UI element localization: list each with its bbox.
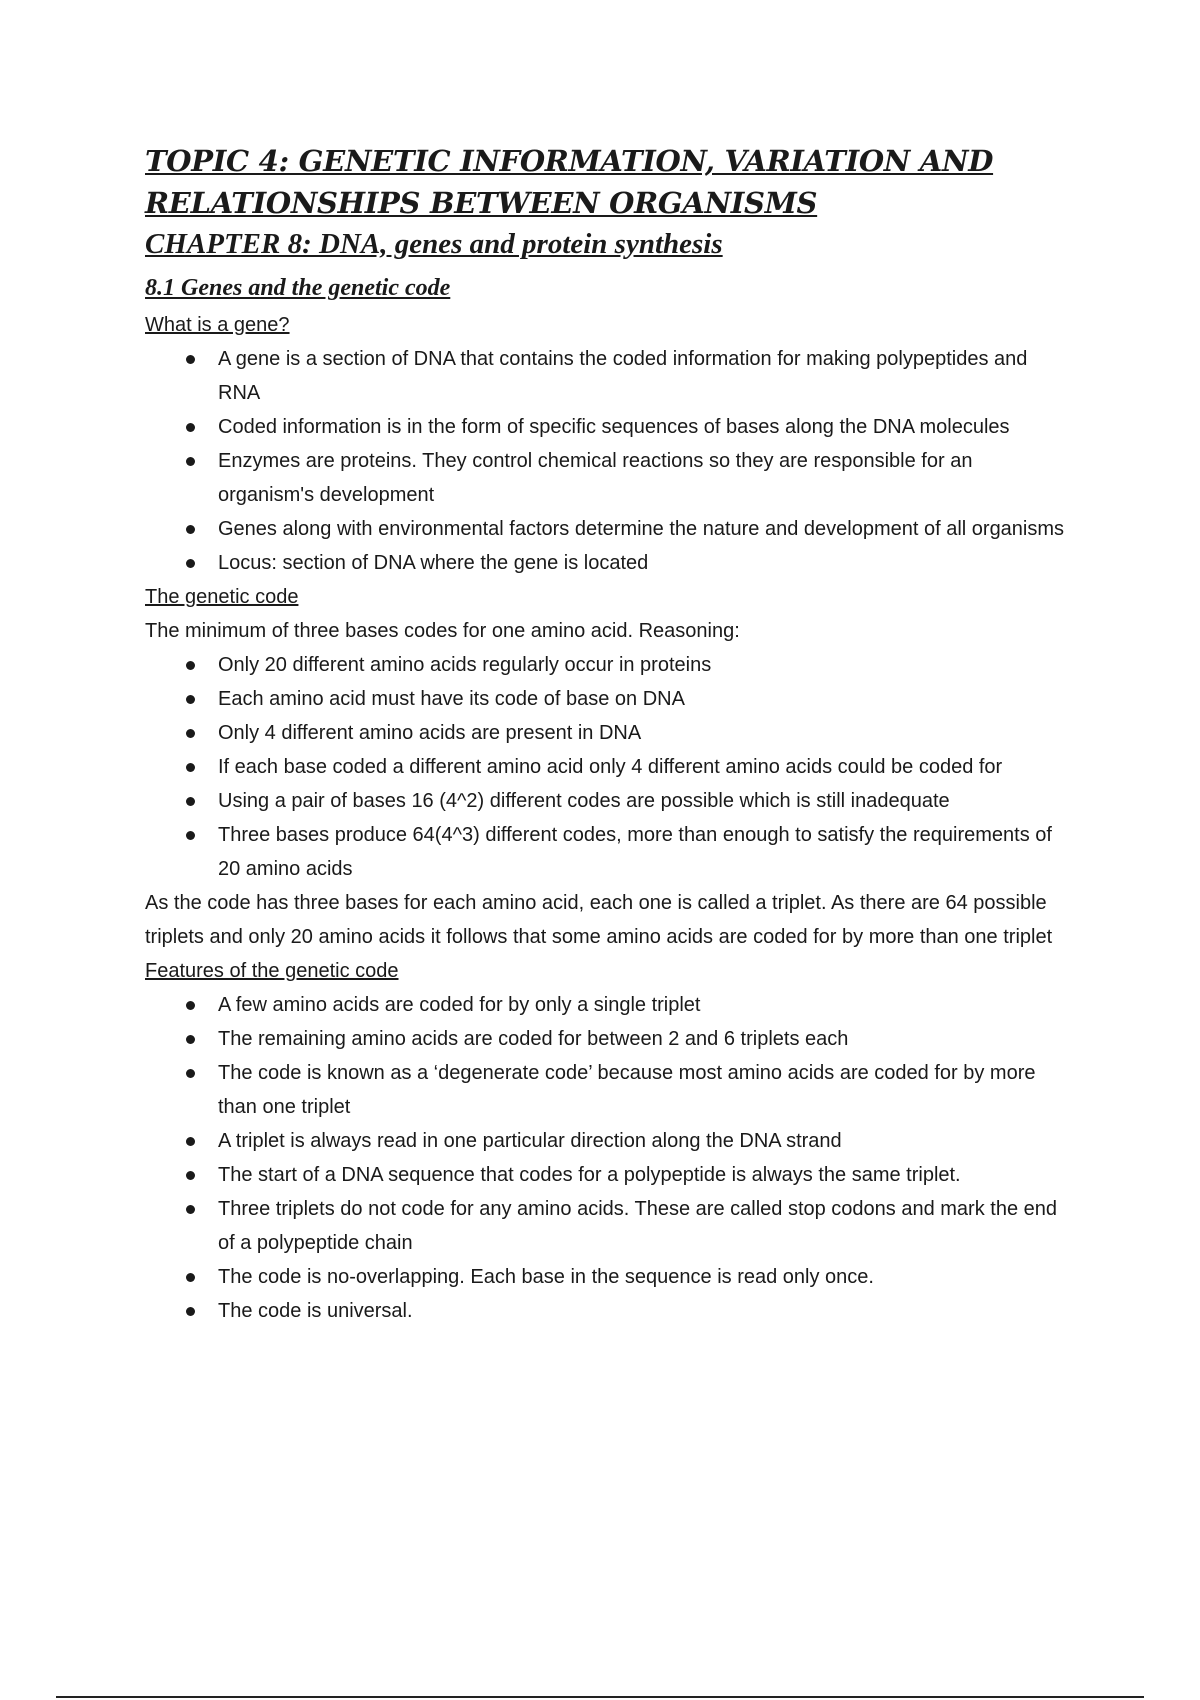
genetic-code-conclusion: As the code has three bases for each amino acid, each one is called a triplet. As there are 64 possible triplets and only 20 amino acids it follows that some amino acids are coded for by more than one triplet — [145, 892, 1053, 948]
topic-title: TOPIC 4: GENETIC INFORMATION, VARIATION AND RELATIONSHIPS BETWEEN ORGANISMS — [145, 144, 994, 220]
list-item: A triplet is always read in one particular direction along the DNA strand — [145, 1124, 1065, 1158]
features-list — [145, 988, 1065, 1328]
list-item: The remaining amino acids are coded for between 2 and 6 triplets each — [145, 1022, 1065, 1056]
what-is-gene-heading: What is a gene? — [145, 314, 290, 336]
what-is-gene-list — [145, 342, 1065, 580]
list-item: Using a pair of bases 16 (4^2) different codes are possible which is still inadequate — [145, 784, 1065, 818]
list-item: Only 20 different amino acids regularly occur in proteins — [145, 648, 1065, 682]
list-item: Each amino acid must have its code of base on DNA — [145, 682, 1065, 716]
document-page — [145, 140, 1065, 1328]
list-item: The code is no-overlapping. Each base in the sequence is read only once. — [145, 1260, 1065, 1294]
genetic-code-heading: The genetic code — [145, 586, 299, 608]
list-item: Three triplets do not code for any amino acids. These are called stop codons and mark the end of a polypeptide chain — [145, 1192, 1065, 1260]
list-item: The start of a DNA sequence that codes for a polypeptide is always the same triplet. — [145, 1158, 1065, 1192]
list-item: Genes along with environmental factors determine the nature and development of all organisms — [145, 512, 1065, 546]
list-item: Coded information is in the form of specific sequences of bases along the DNA molecules — [145, 410, 1065, 444]
genetic-code-list — [145, 648, 1065, 886]
list-item: Three bases produce 64(4^3) different codes, more than enough to satisfy the requirements of 20 amino acids — [145, 818, 1065, 886]
list-item: Locus: section of DNA where the gene is located — [145, 546, 1065, 580]
footer-divider — [56, 1696, 1144, 1698]
list-item: Only 4 different amino acids are present in DNA — [145, 716, 1065, 750]
list-item: The code is universal. — [145, 1294, 1065, 1328]
list-item: The code is known as a ‘degenerate code’ because most amino acids are coded for by more than one triplet — [145, 1056, 1065, 1124]
genetic-code-intro: The minimum of three bases codes for one amino acid. Reasoning: — [145, 620, 740, 642]
chapter-title: CHAPTER 8: DNA, genes and protein synthesis — [145, 228, 723, 260]
list-item: Enzymes are proteins. They control chemical reactions so they are responsible for an organism's development — [145, 444, 1065, 512]
list-item: If each base coded a different amino acid only 4 different amino acids could be coded for — [145, 750, 1065, 784]
section-title: 8.1 Genes and the genetic code — [145, 275, 451, 301]
list-item: A few amino acids are coded for by only a single triplet — [145, 988, 1065, 1022]
list-item: A gene is a section of DNA that contains the coded information for making polypeptides and RNA — [145, 342, 1065, 410]
features-heading: Features of the genetic code — [145, 960, 399, 982]
